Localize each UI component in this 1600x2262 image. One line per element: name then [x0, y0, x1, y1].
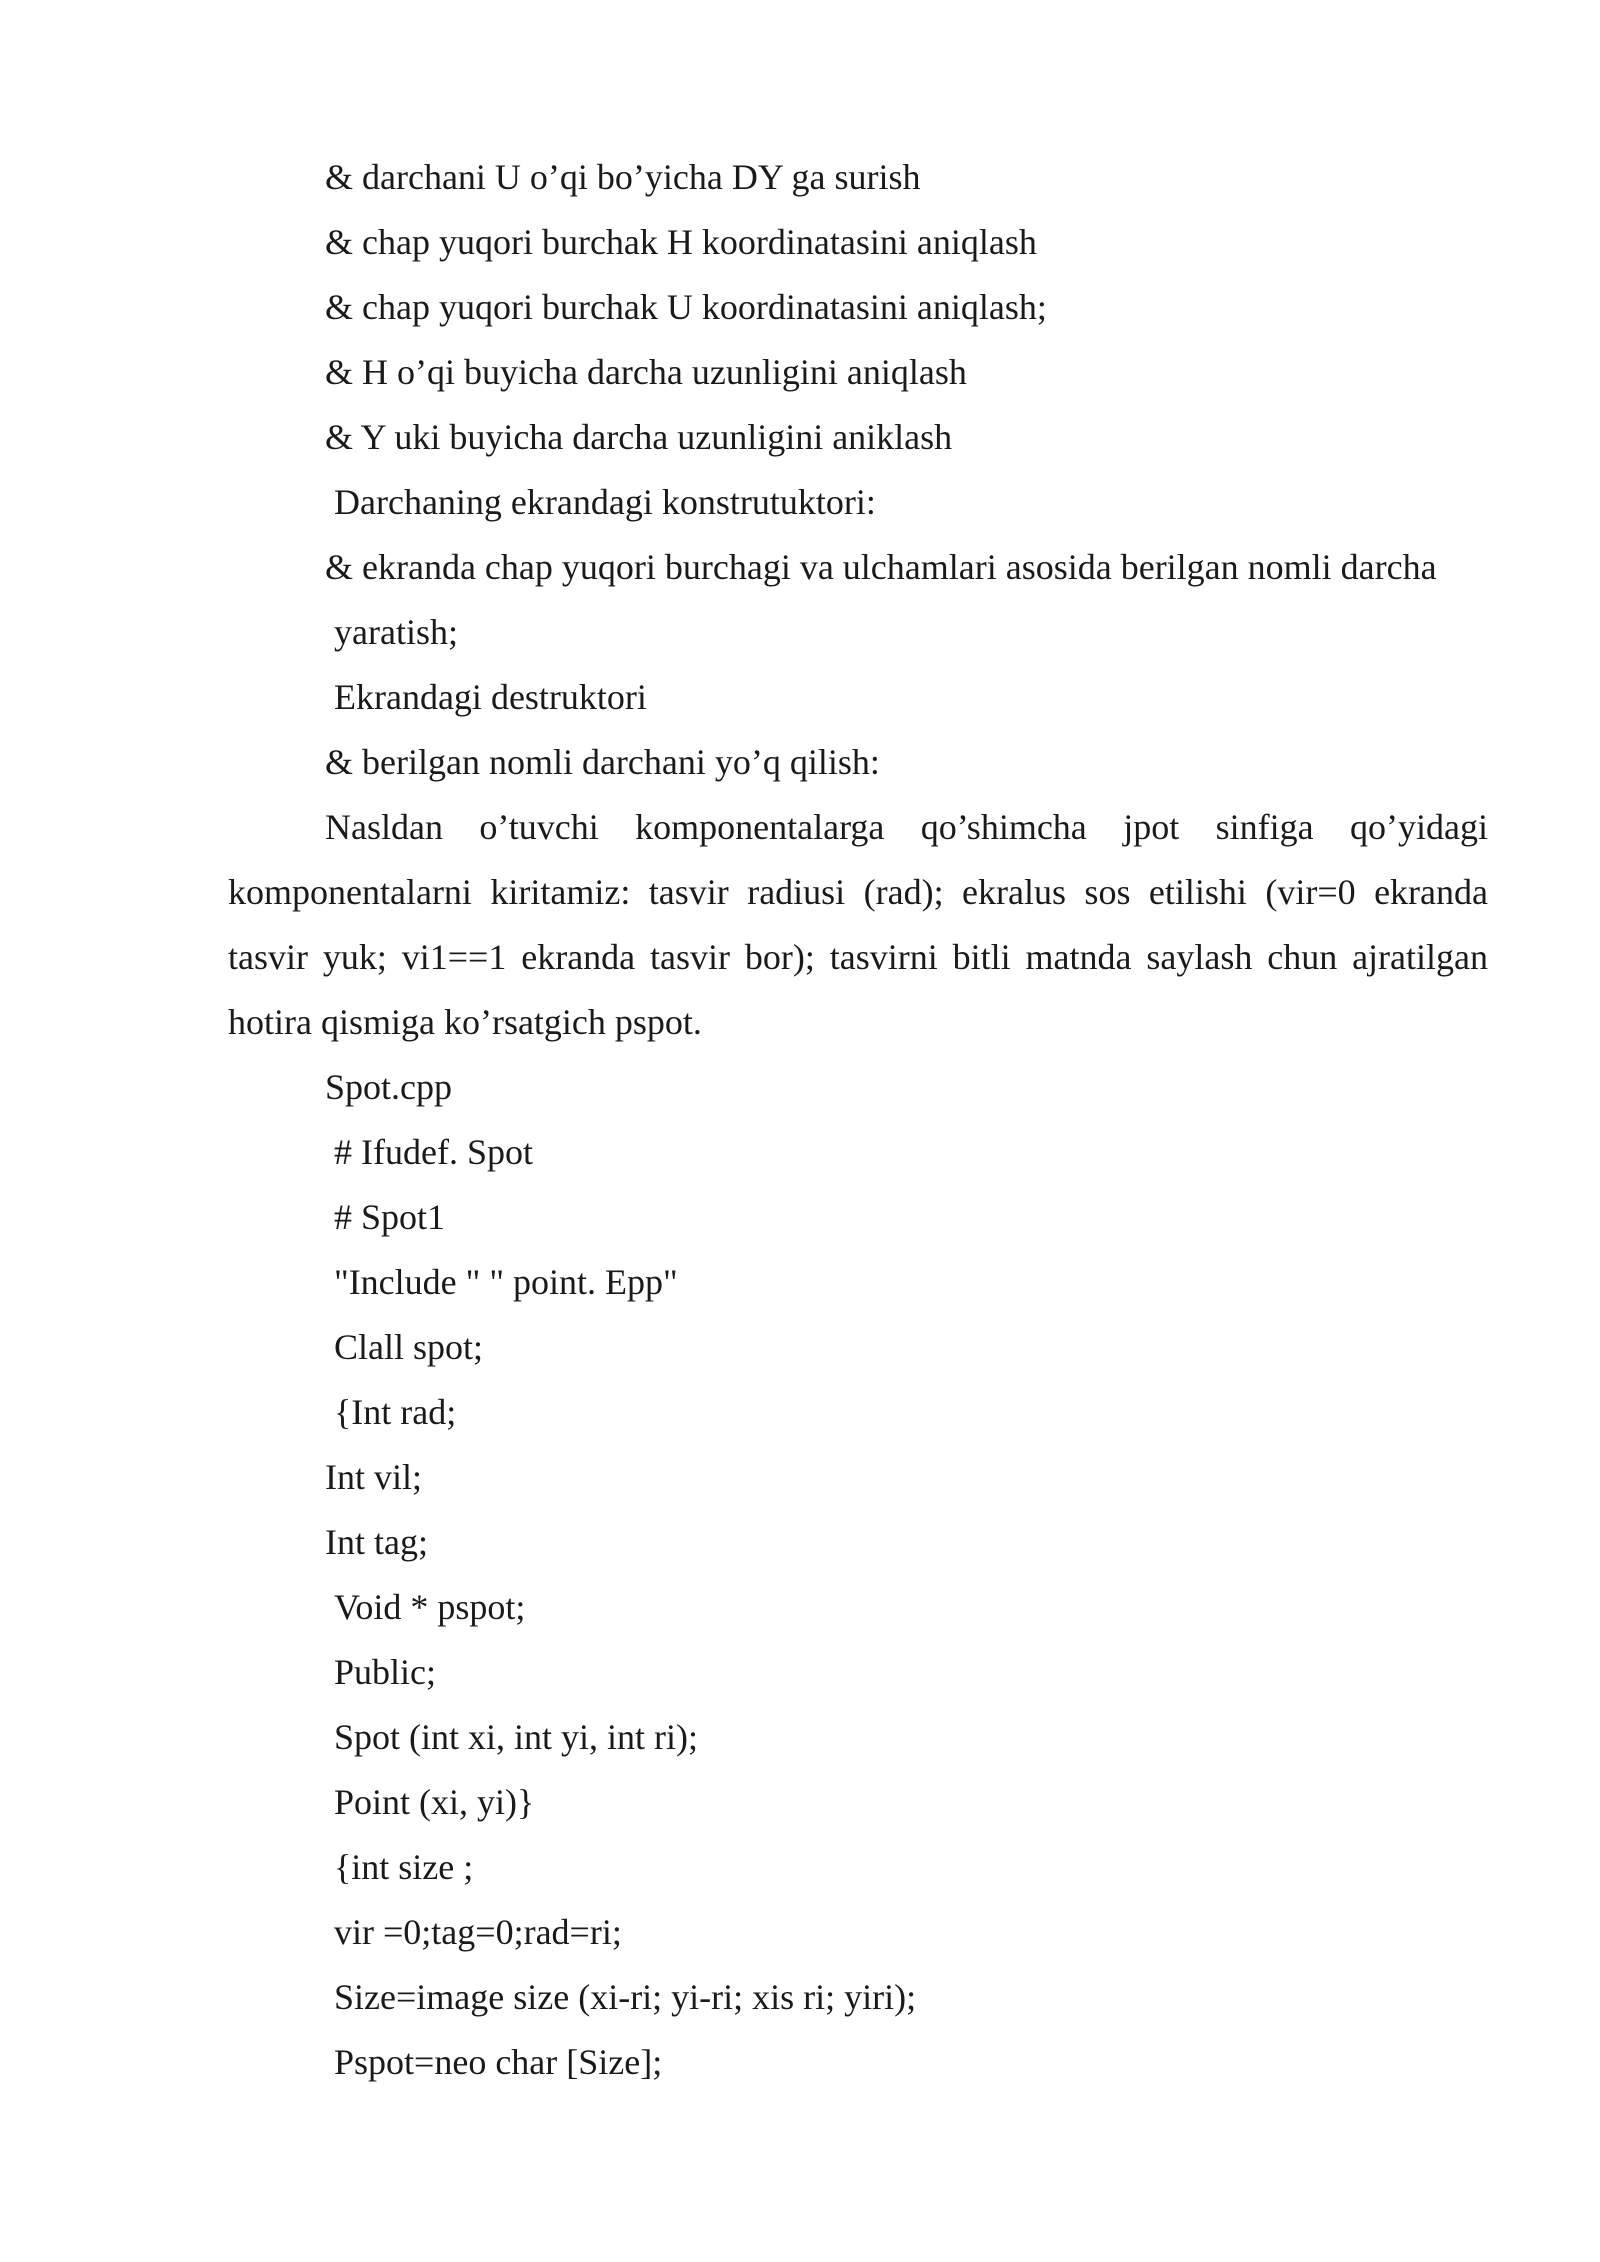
code-line: Void * pspot;: [334, 1587, 526, 1627]
code-line: Public;: [334, 1652, 437, 1692]
document-body: [228, 145, 1488, 2095]
text-line: & ekranda chap yuqori burchagi va ulchamlari asosida berilgan nomli darcha: [325, 547, 1437, 587]
text-line: & chap yuqori burchak H koordinatasini aniqlash: [325, 222, 1037, 262]
code-filename: Spot.cpp: [325, 1067, 453, 1107]
code-line: # Spot1: [334, 1197, 446, 1237]
text-line: & Y uki buyicha darcha uzunligini aniklash: [325, 417, 953, 457]
code-line: Pspot=neo char [Size];: [334, 2042, 663, 2082]
code-line: Clall spot;: [334, 1327, 484, 1367]
code-line: vir =0;tag=0;rad=ri;: [334, 1912, 622, 1952]
text-line: & chap yuqori burchak U koordinatasini aniqlash;: [325, 287, 1047, 327]
body-paragraph: Nasldan o’tuvchi komponentalarga qo’shimcha jpot sinfiga qo’yidagi komponentalarni kiritamiz: tasvir radiusi (rad); ekralus sos etilishi (vir=0 ekranda tasvir yuk; vi1==1 ekranda tasvir bor); tasvirni bitli matnda saylash chun ajratilgan hotira qismiga ko’rsatgich pspot.: [228, 807, 1488, 1042]
code-line: Point (xi, yi)}: [334, 1782, 535, 1822]
text-line: yaratish;: [334, 612, 458, 652]
code-line: Spot (int xi, int yi, int ri);: [334, 1717, 699, 1757]
section-heading: Darchaning ekrandagi konstrutuktori:: [334, 482, 876, 522]
text-line: & darchani U o’qi bo’yicha DY ga surish: [325, 157, 921, 197]
code-line: "Include " " point. Epp": [334, 1262, 678, 1302]
code-line: Int tag;: [325, 1522, 428, 1562]
code-line: {int size ;: [334, 1847, 474, 1887]
code-line: Int vil;: [325, 1457, 422, 1497]
code-line: Size=image size (xi-ri; yi-ri; xis ri; yiri);: [334, 1977, 917, 2017]
text-line: & H o’qi buyicha darcha uzunligini aniqlash: [325, 352, 967, 392]
section-heading: Ekrandagi destruktori: [334, 677, 647, 717]
code-line: {Int rad;: [334, 1392, 457, 1432]
text-line: & berilgan nomli darchani yo’q qilish:: [325, 742, 880, 782]
code-line: # Ifudef. Spot: [334, 1132, 533, 1172]
